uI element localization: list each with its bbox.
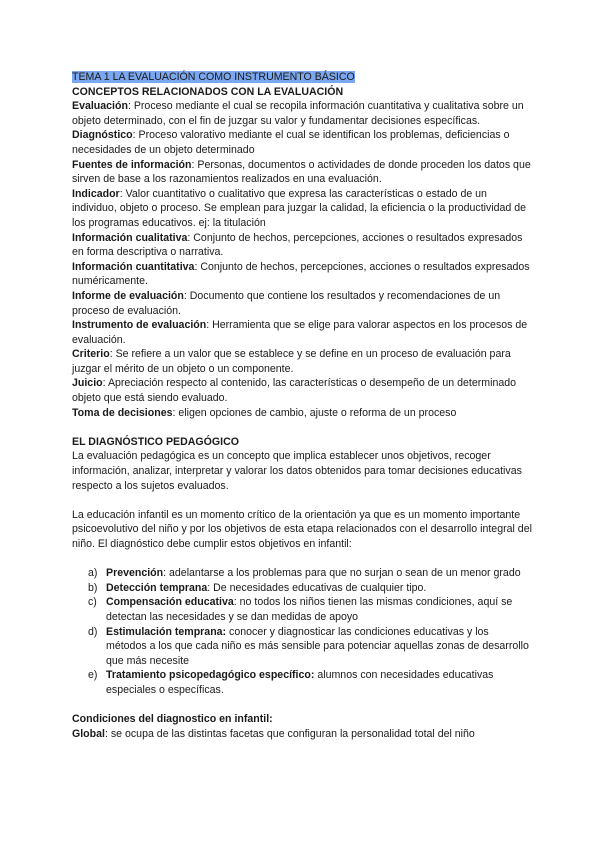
list-item-term: Estimulación temprana: xyxy=(106,625,227,638)
definition-text: Valor cuantitativo o cualitativo que expresa las características o estado de un individuo, objeto o proceso. Se emplean para juzgar la calidad, la eficiencia o la productividad de los programas educativos. ej: la titulación xyxy=(72,187,527,229)
definition-text: Apreciación respecto al contenido, las características o desempeño de un determinado objeto que está siendo evaluado. xyxy=(72,377,517,405)
definition-term: Juicio xyxy=(72,377,103,390)
definition-separator: : xyxy=(191,158,198,171)
definition-term: Instrumento de evaluación xyxy=(72,319,207,332)
definition-term: Diagnóstico xyxy=(72,129,133,142)
definition-separator: : xyxy=(132,129,139,142)
definition-text: Personas, documentos o actividades de donde proceden los datos que sirven de base a los razonamientos realizados en una evaluación. xyxy=(72,158,531,186)
list-item xyxy=(72,668,532,697)
definition-separator: : xyxy=(172,406,179,419)
spacer xyxy=(72,552,532,567)
section-heading-diagnostico: EL DIAGNÓSTICO PEDAGÓGICO xyxy=(72,435,239,448)
definition-term: Informe de evaluación xyxy=(72,289,184,302)
definition-text: se ocupa de las distintas facetas que configuran la personalidad total del niño xyxy=(110,727,475,740)
list-item-term: Tratamiento psicopedagógico específico: xyxy=(106,669,315,682)
paragraph-evaluacion-pedagogica: La evaluación pedagógica es un concepto que implica establecer unos objetivos, recoger información, analizar, interpretar y valorar los datos obtenidos para tomar decisiones educativas respecto a los sujetos evaluados. xyxy=(72,450,522,492)
section-heading-conceptos: CONCEPTOS RELACIONADOS CON LA EVALUACIÓN xyxy=(72,85,344,98)
definition-item xyxy=(72,289,532,318)
definition-separator: : xyxy=(206,319,213,332)
objectives-list xyxy=(72,566,532,697)
section-heading-condiciones: Condiciones del diagnostico en infantil: xyxy=(72,713,273,726)
list-marker: e) xyxy=(88,669,98,682)
definition-item xyxy=(72,187,532,231)
conditions-list xyxy=(72,727,532,742)
definition-item xyxy=(72,406,532,421)
definition-term: Información cualitativa xyxy=(72,231,188,244)
document-title xyxy=(72,70,532,85)
title-highlight: TEMA 1 LA EVALUACIÓN COMO INSTRUMENTO BÁSICO xyxy=(72,71,355,83)
list-marker: b) xyxy=(88,581,98,594)
definition-separator: : xyxy=(183,289,190,302)
definition-separator: : xyxy=(109,348,116,361)
list-item xyxy=(72,566,532,581)
definition-separator: : xyxy=(187,231,194,244)
definition-text: eligen opciones de cambio, ajuste o reforma de un proceso xyxy=(178,406,457,419)
definitions-list xyxy=(72,99,532,420)
paragraph-educacion-infantil: La educación infantil es un momento crítico de la orientación ya que es un momento importante psicoevolutivo del niño y por los objetivos de esta etapa relacionados con el desarrollo integral del niño. El diagnóstico debe cumplir estos objetivos en infantil: xyxy=(72,508,532,550)
definition-item xyxy=(72,318,532,347)
list-item-text: adelantarse a los problemas para que no surjan o sean de un menor grado xyxy=(169,567,521,580)
list-item-term: Compensación educativa xyxy=(106,596,234,609)
definition-term: Información cuantitativa xyxy=(72,260,195,273)
list-marker: d) xyxy=(88,625,98,638)
definition-term: Toma de decisiones xyxy=(72,406,173,419)
definition-item xyxy=(72,231,532,260)
spacer xyxy=(72,698,532,713)
definition-item xyxy=(72,99,532,128)
definition-text: Se refiere a un valor que se establece y se define en un proceso de evaluación para juzgar el mérito de un objeto o un componente. xyxy=(72,348,511,375)
definition-text: Proceso mediante el cual se recopila información cuantitativa y cualitativa sobre un objeto determinado, con el fin de juzgar su valor y fundamentar decisiones específicas. xyxy=(72,100,524,127)
definition-item xyxy=(72,128,532,157)
definition-text: Herramienta que se elige para valorar aspectos en los procesos de evaluación. xyxy=(72,319,528,346)
definition-term: Evaluación xyxy=(72,100,128,113)
definition-term: Fuentes de información xyxy=(72,158,192,171)
list-item-separator: : xyxy=(207,581,214,594)
definition-item xyxy=(72,727,532,742)
list-item-term: Detección temprana xyxy=(106,581,208,594)
list-item-text: alumnos con necesidades educativas especiales o específicas. xyxy=(106,669,494,696)
definition-item xyxy=(72,158,532,187)
definition-separator: : xyxy=(127,100,134,113)
list-item xyxy=(72,595,532,624)
list-item-separator: : xyxy=(233,596,240,609)
definition-term: Global xyxy=(72,727,105,740)
list-item-text: conocer y diagnosticar las condiciones educativas y los métodos a los que cada niño es más sensible para potenciar aquellas zonas de desarrollo que más necesite xyxy=(106,625,529,667)
spacer xyxy=(72,420,532,435)
definition-text: Proceso valorativo mediante el cual se identifican los problemas, deficiencias o necesidades de un objeto determinado xyxy=(72,129,510,156)
definition-separator: : xyxy=(102,377,108,390)
list-marker: a) xyxy=(88,567,98,580)
list-marker: c) xyxy=(88,596,97,609)
definition-separator: : xyxy=(104,727,111,740)
definition-term: Criterio xyxy=(72,348,110,361)
spacer xyxy=(72,493,532,508)
definition-text: Conjunto de hechos, percepciones, acciones o resultados expresados en forma descriptiva o narrativa. xyxy=(72,231,523,259)
definition-term: Indicador xyxy=(72,187,120,200)
definition-item xyxy=(72,347,532,376)
list-item-text: De necesidades educativas de cualquier tipo. xyxy=(213,581,427,594)
definition-separator: : xyxy=(194,260,201,273)
list-item-separator: : xyxy=(163,567,170,580)
list-item xyxy=(72,581,532,596)
list-item xyxy=(72,625,532,669)
definition-text: Conjunto de hechos, percepciones, acciones o resultados expresados numéricamente. xyxy=(72,260,530,288)
list-item-term: Prevención xyxy=(106,567,164,580)
definition-separator: : xyxy=(119,187,126,200)
list-item-text: no todos los niños tienen las mismas condiciones, aquí se detectan las necesidades y se dan medidas de apoyo xyxy=(106,596,513,623)
definition-item xyxy=(72,376,532,405)
definition-item xyxy=(72,260,532,289)
document-page xyxy=(72,70,532,741)
definition-text: Documento que contiene los resultados y recomendaciones de un proceso de evaluación. xyxy=(72,289,501,317)
